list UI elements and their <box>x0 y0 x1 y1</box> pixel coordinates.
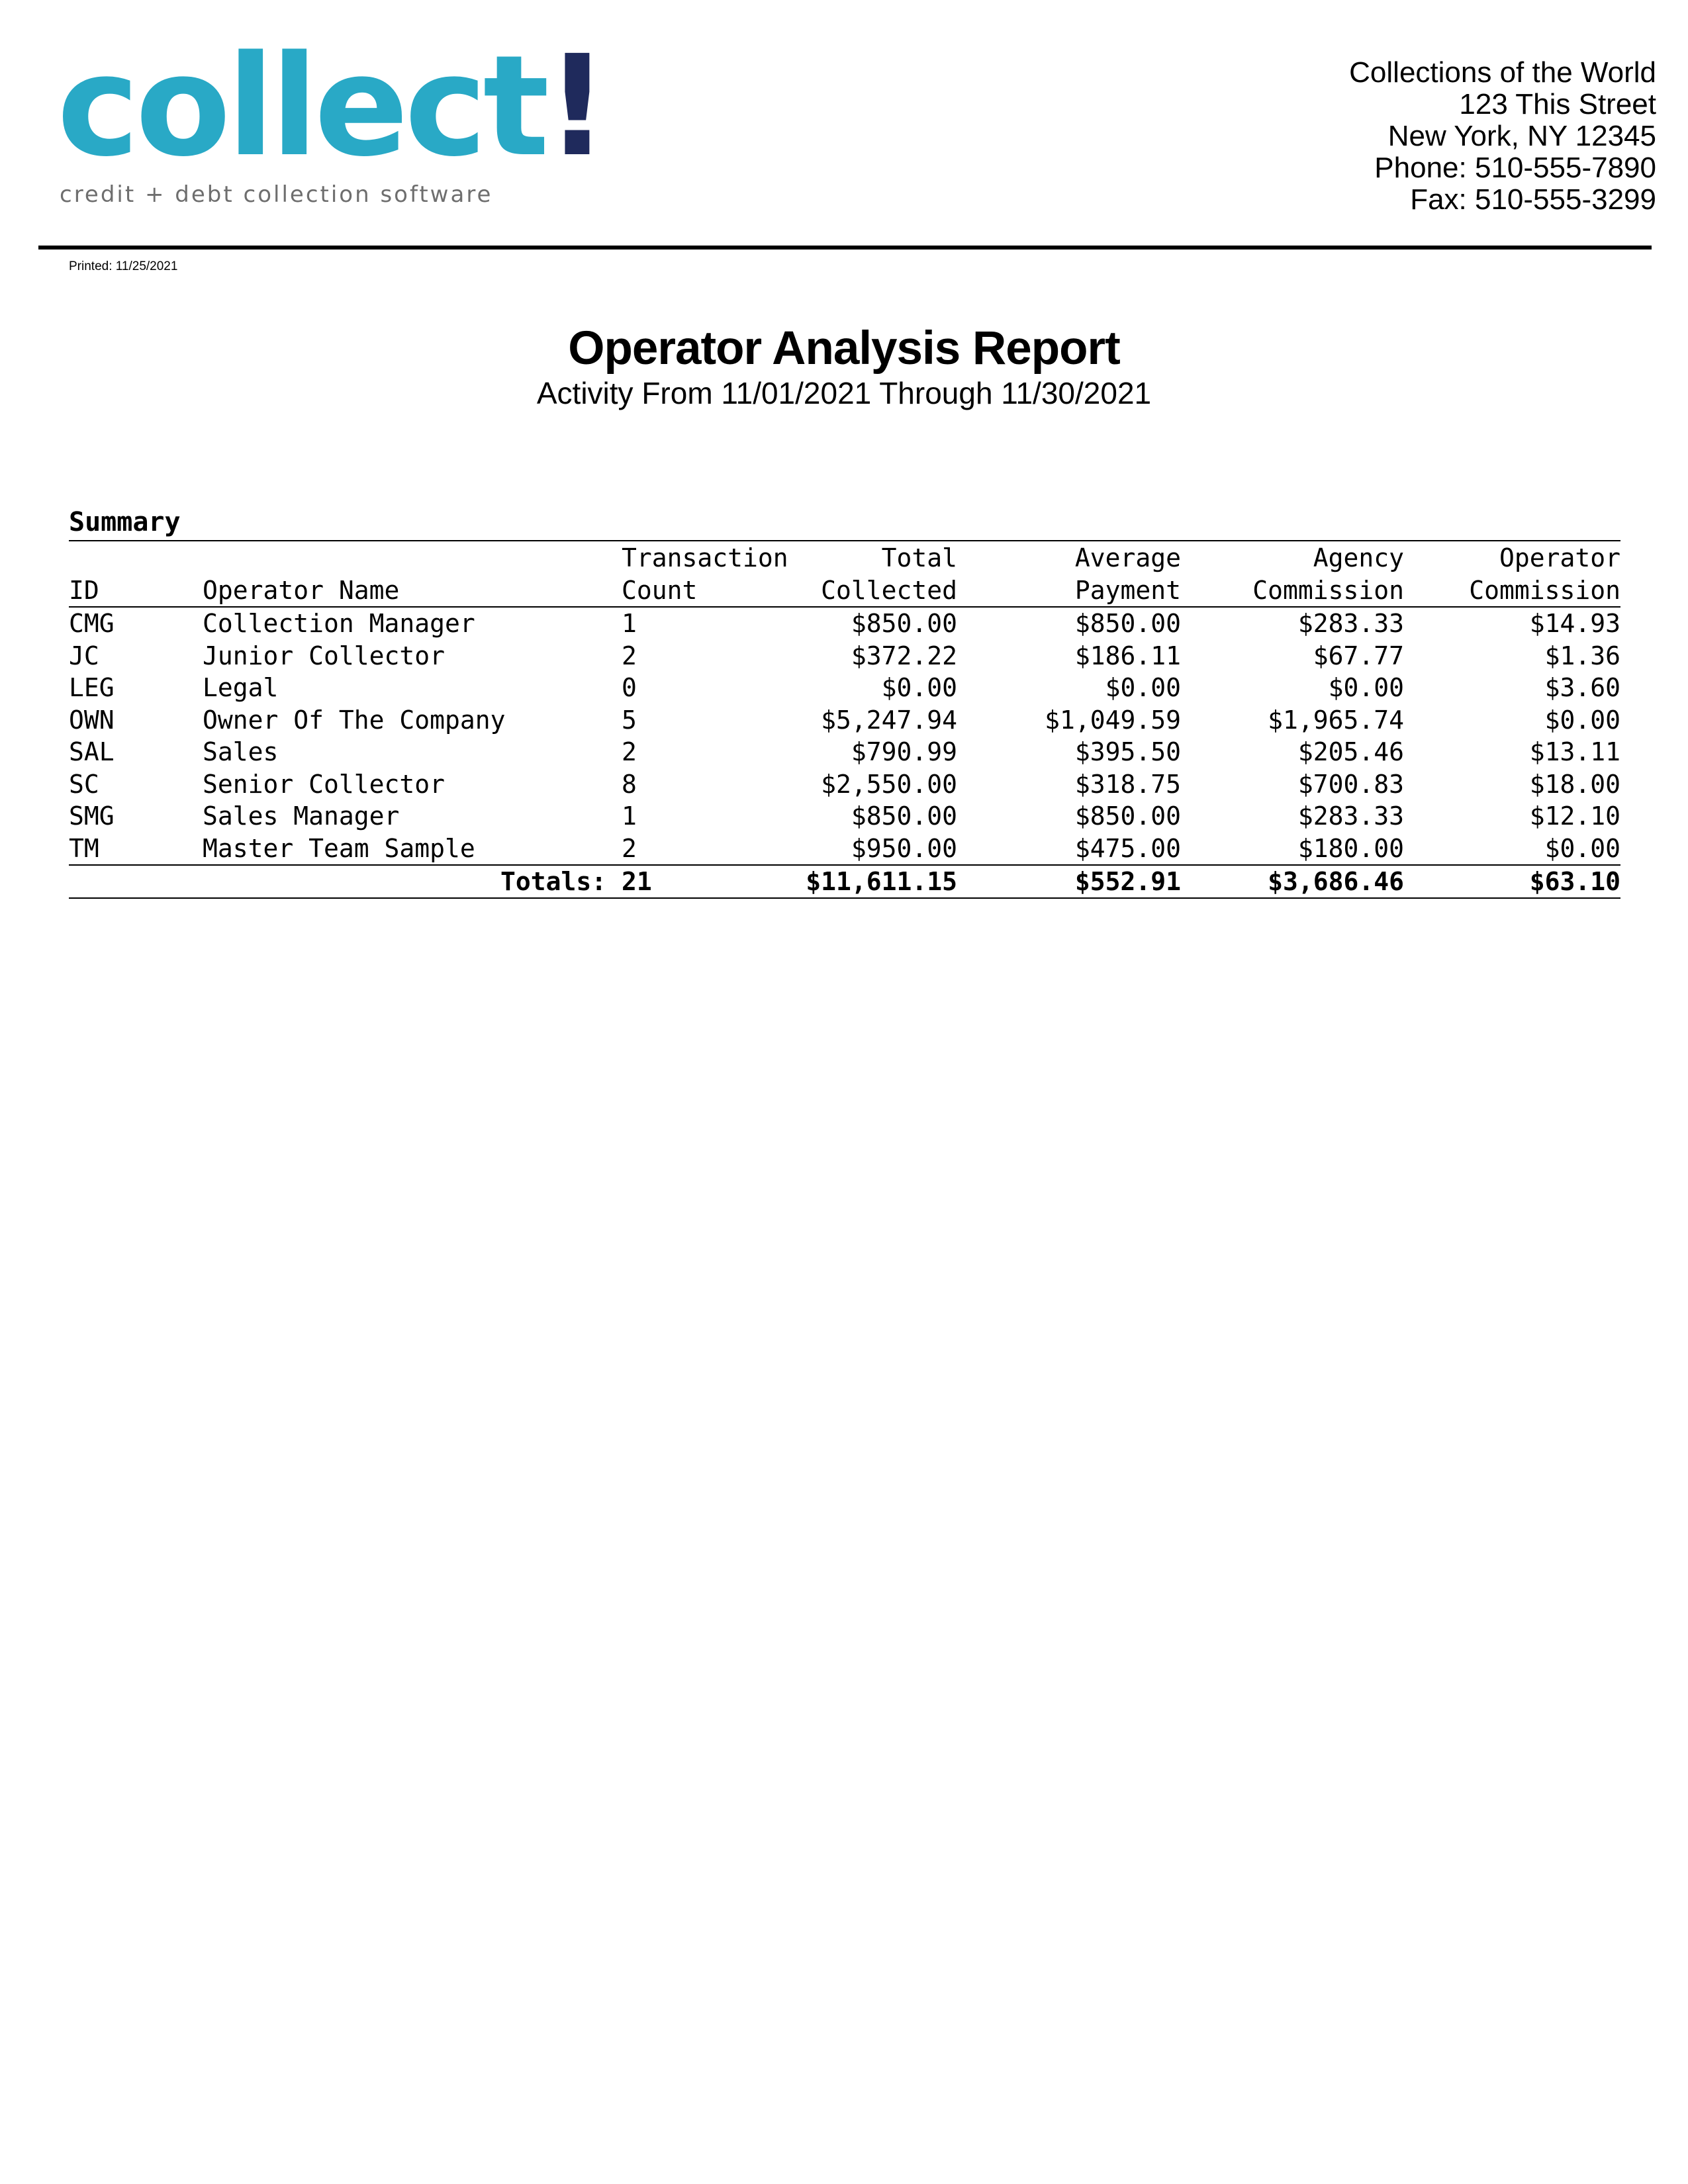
cell-id: SAL <box>69 737 115 767</box>
column-header-top: Transaction <box>622 541 767 574</box>
collect-logo <box>57 25 605 216</box>
cell-count: 2 <box>622 737 637 767</box>
cell-operator-commission: $1.36 <box>1544 641 1620 670</box>
summary-section <box>69 506 1620 899</box>
table-row <box>69 672 1620 704</box>
cell-average-payment: $850.00 <box>1074 801 1181 831</box>
column-header-top: Agency <box>1181 541 1404 574</box>
table-row <box>69 768 1620 801</box>
cell-average-payment: $475.00 <box>957 833 1181 866</box>
cell-operator-name: Collection Manager <box>203 609 475 639</box>
cell-total-collected: $372.22 <box>851 641 957 670</box>
cell-operator-name: Master Team Sample <box>203 833 622 866</box>
cell-count: 0 <box>622 673 637 703</box>
printed-date: Printed: 11/25/2021 <box>69 259 178 273</box>
cell-id: LEG <box>69 673 115 703</box>
cell-operator-commission: $3.60 <box>1544 673 1620 703</box>
company-phone: Phone: 510-555-7890 <box>1374 152 1656 184</box>
cell-operator-commission: $0.00 <box>1544 705 1620 735</box>
cell-total-collected: $850.00 <box>851 801 957 831</box>
column-header-id: ID <box>69 574 203 607</box>
company-city-line: New York, NY 12345 <box>1387 120 1656 152</box>
table-row <box>69 704 1620 737</box>
summary-table <box>69 540 1620 899</box>
company-address-block <box>1060 57 1656 216</box>
cell-operator-name: Sales Manager <box>203 801 400 831</box>
cell-operator-name: Junior Collector <box>203 641 445 670</box>
table-header-row-bottom <box>69 574 1620 607</box>
cell-count: 2 <box>622 833 767 866</box>
cell-total-collected: $0.00 <box>881 673 957 703</box>
cell-count: 1 <box>622 609 637 639</box>
cell-count: 5 <box>622 705 637 735</box>
table-row <box>69 607 1620 640</box>
cell-operator-commission: $18.00 <box>1529 769 1620 799</box>
cell-average-payment: $318.75 <box>1074 769 1181 799</box>
column-header-operator-commission: Commission <box>1404 574 1620 607</box>
table-header-row-top <box>69 541 1620 574</box>
column-header-agency-commission: Commission <box>1181 574 1404 607</box>
cell-agency-commission: $205.46 <box>1297 737 1404 767</box>
cell-operator-commission: $14.93 <box>1529 609 1620 639</box>
cell-agency-commission: $180.00 <box>1181 833 1404 866</box>
cell-operator-name: Legal <box>203 673 279 703</box>
company-name: Collections of the World <box>1349 56 1656 89</box>
cell-count: 1 <box>622 801 637 831</box>
cell-total-collected: $790.99 <box>851 737 957 767</box>
summary-heading: Summary <box>69 507 181 537</box>
cell-operator-commission: $12.10 <box>1529 801 1620 831</box>
report-heading <box>0 322 1688 410</box>
cell-id: JC <box>69 641 99 670</box>
logo-exclamation-mark: ! <box>545 25 605 187</box>
totals-row <box>69 865 1620 898</box>
totals-label <box>69 865 622 898</box>
cell-id: SC <box>69 769 99 799</box>
column-header-count: Count <box>622 574 767 607</box>
column-header-top: Average <box>957 541 1181 574</box>
cell-count: 8 <box>622 769 637 799</box>
logo-word-main: collect <box>57 25 546 187</box>
cell-id: TM <box>69 833 203 866</box>
column-header-top <box>69 541 203 574</box>
column-header-top: Total <box>767 541 957 574</box>
cell-average-payment: $0.00 <box>1105 673 1181 703</box>
cell-average-payment: $850.00 <box>1074 609 1181 639</box>
cell-id: SMG <box>69 801 115 831</box>
cell-total-collected: $850.00 <box>851 609 957 639</box>
cell-agency-commission: $0.00 <box>1328 673 1404 703</box>
cell-operator-name: Sales <box>203 737 279 767</box>
totals-agency-commission: $3,686.46 <box>1181 865 1404 898</box>
table-row <box>69 736 1620 768</box>
cell-agency-commission: $283.33 <box>1297 801 1404 831</box>
table-row <box>69 800 1620 833</box>
cell-total-collected: $2,550.00 <box>821 769 957 799</box>
column-header-operator-name: Operator Name <box>203 574 622 607</box>
logo-tagline: credit + debt collection software <box>60 181 493 208</box>
company-fax: Fax: 510-555-3299 <box>1410 183 1656 216</box>
column-header-collected: Collected <box>767 574 957 607</box>
totals-label-text: Totals: <box>500 867 607 896</box>
totals-average-payment: $552.91 <box>957 865 1181 898</box>
cell-count: 2 <box>622 641 637 670</box>
cell-average-payment: $186.11 <box>1074 641 1181 670</box>
cell-operator-commission: $13.11 <box>1529 737 1620 767</box>
cell-agency-commission: $1,965.74 <box>1268 705 1404 735</box>
column-header-top <box>203 541 622 574</box>
cell-operator-name: Owner Of The Company <box>203 705 506 735</box>
cell-total-collected: $5,247.94 <box>821 705 957 735</box>
totals-total-collected: $11,611.15 <box>767 865 957 898</box>
report-date-range: Activity From 11/01/2021 Through 11/30/2021 <box>536 376 1152 410</box>
cell-average-payment: $395.50 <box>1074 737 1181 767</box>
cell-agency-commission: $67.77 <box>1313 641 1404 670</box>
totals-operator-commission: $63.10 <box>1404 865 1620 898</box>
cell-id: CMG <box>69 609 115 639</box>
table-row <box>69 640 1620 672</box>
cell-operator-name: Senior Collector <box>203 769 445 799</box>
column-header-top: Operator <box>1404 541 1620 574</box>
report-title: Operator Analysis Report <box>568 322 1120 375</box>
totals-count: 21 <box>622 865 767 898</box>
company-street: 123 This Street <box>1459 88 1656 120</box>
cell-average-payment: $1,049.59 <box>1045 705 1181 735</box>
cell-id: OWN <box>69 705 115 735</box>
cell-total-collected: $950.00 <box>767 833 957 866</box>
cell-operator-commission: $0.00 <box>1404 833 1620 866</box>
column-header-payment: Payment <box>957 574 1181 607</box>
logo-wordmark <box>57 25 605 187</box>
cell-agency-commission: $283.33 <box>1297 609 1404 639</box>
header-divider <box>38 246 1652 250</box>
table-row <box>69 833 1620 866</box>
cell-agency-commission: $700.83 <box>1297 769 1404 799</box>
